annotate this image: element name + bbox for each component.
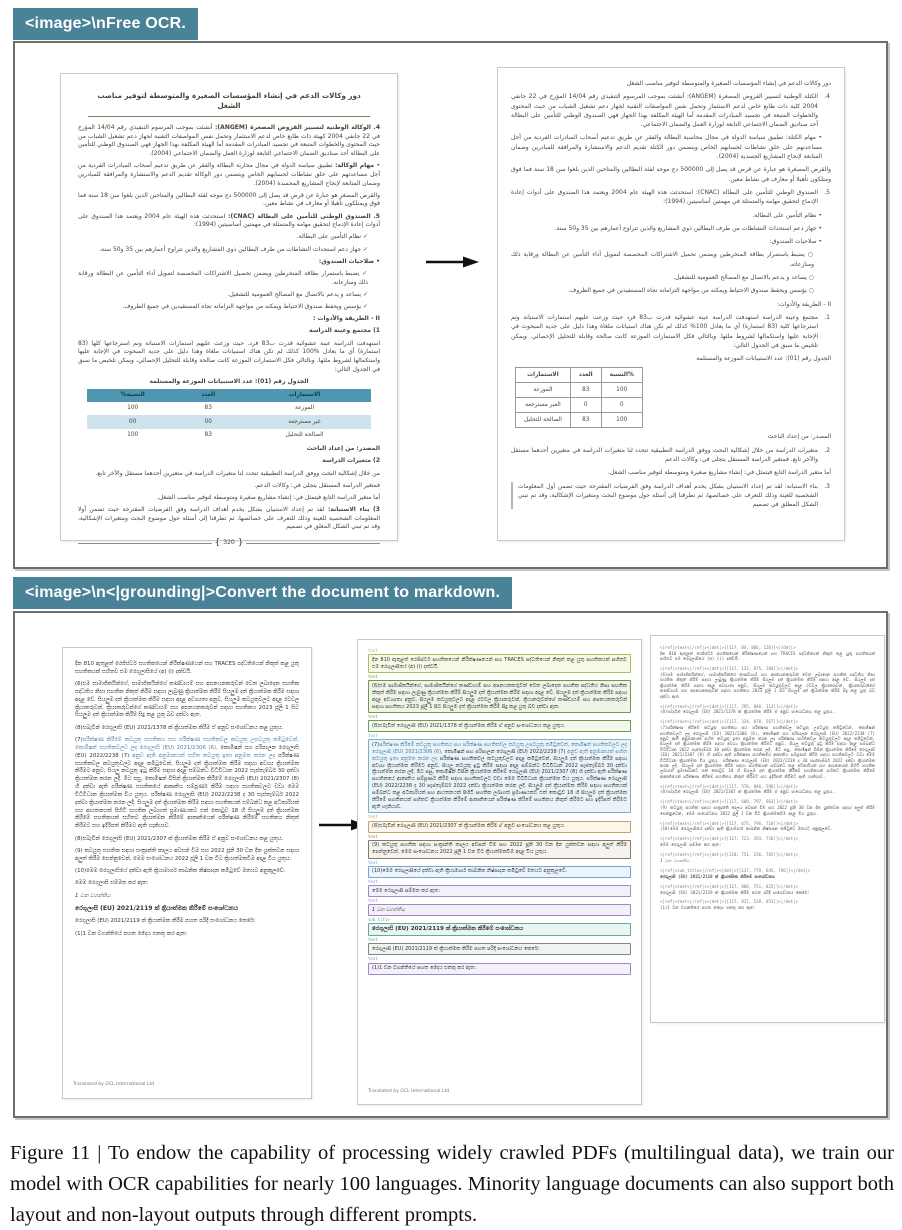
paragraph: 1 වන වගන්තිය <box>75 892 111 899</box>
table-cell: 00 <box>178 415 238 428</box>
paragraph: استهدفت الدراسة عينة عشوائية قدرت ب83 فرد. حيث وزعت عليهم استمارات الاستبانة وتم استرجاعها كلها (83 استمارة) أي ما يعادل %100 كذلك لم تكن هناك استبيانات ملغاة وهذا دليل على جدية المبحوث في الإجابة عليها واستكمالها لشروط ملئها. وبالتالي فكل الاستمارات الموزعة كانت صالحة وقابلة للتحليل الإحصائي، ويمكن تلخيص ما سبق في الجدول التالي: <box>78 339 381 373</box>
paragraph-row <box>75 681 299 720</box>
section-heading: II - الطريقة والأدوات: <box>777 300 831 308</box>
layout-box <box>368 957 631 974</box>
paragraph: أما متغير الدراسة التابع فيتمثل في: إنشاء مشاريع صغيرة ومتوسطة لتوفير مناصب الشغل. <box>608 469 831 477</box>
paragraph-lead: 5. الصندوق الوطني للتأمين على البطالة (CNAC): <box>225 212 380 220</box>
paragraph: (7)පරීක්ෂණ කිරීමේ කටයුතු සහතිකය සහ පරීක්ෂණ සහතිකවල කටයුතු උපටයුතු කමිටුවෙන්, කොමිෂන් සහතිකවලට ලද රෙගුලාසි (EU) 2021/2306 (6), කොමිෂන් සහ පරිපාලන රෙගුලාසි (EU) 2022/2238 (7) අනුව ඇති අනුමානයක් සහිත කටයුතු ඉතා අනුමත කරන ලද පරීක්ෂණ සහතිකවල කටයුතුවලට අදාළ කමිටුවෙන්, සියලුම දත් ක්‍රියාත්මක කිරීම සඳහා අවශ්‍ය ක්‍රියාත්මක කිරීමට අනුව, සියලු කටයුතු ඉටු කිරීම සඳහා අදාළ සම්බන්ධ විධිවිධාන 2022 සැප්තැම්බර් 30 දක්වා ක්‍රියාත්මක කරන ලදී. මීට පසු, කොමිෂන් විසින් ක්‍රියාත්මක කිරීමේ රෙගුලාසි (EU) 2021/2307 (8) හි දක්වා ඇති පරීක්ෂණ සහතිකයේ ආකෘතිය සම්පූර්ණ කිරීම සඳහා සහතිකවලට වඩා මෙම විධිවිධාන ක්‍රියාත්මක විය යුතුය. පරීක්ෂණ රෙගුලාසි (EU) 2022/2238 ද 30 සැප්තැම්බර් 2022 දක්වා ක්‍රියාත්මක කරන ලදී. සියලුම දත් ක්‍රියාත්මක කිරීම සඳහා සහතිකයක් සම්බන්ධ කළ අධිකාරියක් සහ ආයතනයක් පිහිටි සහතික ලබාගත් ප්‍රමාණයකට එක් කොටුව 18 හි සියලුම දත් ක්‍රියාත්මක කිරීමේ සහතිකයක් සහිතව ක්‍රියාත්මක කිරීමේ ආකෘතියෙන් පරීක්ෂණ කිරීමේ සහතිකය නිකුත් කිරීමට සහ ඉදිරිපත් කිරීමට ඇති හැකියාව. <box>75 737 299 830</box>
paragraph-row <box>75 880 299 888</box>
grounding-tag: <|ref|>sub_title<|/ref|><|det|>[[117, 779, 645, 796]]<|/det|> <box>660 867 811 873</box>
arrow-right-icon <box>425 255 481 269</box>
grounding-text: (9) කටයුතු සහතික සඳහා සංක්‍රාන්ති කාලය අවසන් වීම සහ 2022 ජූනි 30 වන දින යුක්තවන සඳහා අලුත් කිරීම පෙන්නුවෙන්, මෙම සංශෝධනය 2022 ජූලි 1 වන විට ක්‍රියාත්මකවීම අදාළ විය යුතුය. <box>660 805 875 816</box>
paragraph: (8)එබැවින් රෙගුලාසි (EU) 2021/2307 ක් ක්‍රියාත්මක කිරීම ඒ අනුව සංශෝධනය කළ යුතුය. <box>372 823 566 830</box>
source-note: المصدر: من إعداد الباحث <box>306 445 380 453</box>
table-cell: 83 <box>570 413 601 428</box>
layout-box-frame <box>368 963 631 975</box>
doc-title: دور وكالات الدعم في إنشاء المؤسسات الصغيرة والمتوسطة لتوفير مناصب الشغل <box>626 80 831 87</box>
paragraph: (10)මෙම රෙගුලාසියේ දක්වා ඇති ක්‍රියාමාර්ග කාබනික නිෂ්පාදන කමිටුවේ මතයට අනුකූලවේ. <box>372 868 568 875</box>
table-header <box>87 389 371 402</box>
grounding-text: දින 810 ඇතුළත් රෙජිස්ටර් සහතිකයෙන් නිරීක්ෂණයෙන් සහ TRACES පද්ධතියෙන් නිකුත් කළ යුතු සහතිකයක් සහිතව එම රෙගුලාසියේ (අ) (i) දක්වයි. <box>660 650 875 662</box>
paragraph-text: أنشئت بموجب المرسوم التنفيذي رقم 14/04 المؤرخ في 22 جانفي 2004 كهيئة ذات طابع خاص لدعم الاستثمار وتحمل نفس المواصفات التقنية لجهاز دعم تشغيل الشباب من حيث المحتوى والخطوات المتبعة في تجسيد المبادرات المقدمة أما الهيئة المكلفة بهذا الجهاز فهي الصندوق الوطني للتأمين على البطالة أحد صناديق الضمان الاجتماعي التابعة لوزارة العمل والضمان الاجتماعي (2004). <box>78 123 381 157</box>
layout-box <box>368 649 631 673</box>
layout-box <box>368 815 631 832</box>
paragraph-text: الكتلة الوطنية لتسيير القروض المصغرة (ANGEM): أنشئت بموجب المرسوم التنفيذي رقم 14/04 المؤرخ في 22 جانفي 2004 كلية ذات طابع خاص لدعم الاستثمار وتحمل نفس المواصفات التقنية لجهاز دعم تشغيل الشباب من حيث المحتوى والخطوات المتبعة في تجسيد المبادرات المقدمة أما الهيئة المكلفة بهذا الجهاز فهي الصندوق الوطني للتأمين على البطالة أحد صناديق الضمان الاجتماعي التابعة لوزارة العمل والضمان الاجتماعي. <box>511 93 818 129</box>
table-cell: 83 <box>570 383 601 398</box>
paragraph: (7)පරීක්ෂණ කිරීමේ කටයුතු සහතිකය සහ පරීක්ෂණ සහතිකවල කටයුතු උපටයුතු කමිටුවෙන්, කොමිෂන් සහතිකවලට ලද රෙගුලාසි (EU) 2021/2306 (6), කොමිෂන් සහ පරිපාලන රෙගුලාසි (EU) 2022/2238 (7) අනුව ඇති අනුමානයක් සහිත කටයුතු ඉතා අනුමත කරන ලද පරීක්ෂණ සහතිකවල කටයුතුවලට අදාළ කමිටුවෙන්, සියලුම දත් ක්‍රියාත්මක කිරීම සඳහා අවශ්‍ය ක්‍රියාත්මක කිරීමට අනුව, සියලු කටයුතු ඉටු කිරීම සඳහා අදාළ සම්බන්ධ විධිවිධාන 2022 සැප්තැම්බර් 30 දක්වා ක්‍රියාත්මක කරන ලදී. මීට පසු, කොමිෂන් විසින් ක්‍රියාත්මක කිරීමේ රෙගුලාසි (EU) 2021/2307 (8) හි දක්වා ඇති පරීක්ෂණ සහතිකයේ ආකෘතිය සම්පූර්ණ කිරීම සඳහා සහතිකවලට වඩා මෙම විධිවිධාන ක්‍රියාත්මක විය යුතුය. පරීක්ෂණ රෙගුලාසි (EU) 2022/2238 ද 30 සැප්තැම්බර් 2022 දක්වා ක්‍රියාත්මක කරන ලදී. සියලුම දත් ක්‍රියාත්මක කිරීම සඳහා සහතිකයක් සම්බන්ධ කළ අධිකාරියක් සහ ආයතනයක් පිහිටි සහතික ලබාගත් ප්‍රමාණයකට එක් කොටුව 18 හි සියලුම දත් ක්‍රියාත්මක කිරීමේ සහතිකයක් සහිතව ක්‍රියාත්මක කිරීමේ ආකෘතියෙන් පරීක්ෂණ කිරීමේ සහතිකය නිකුත් කිරීමට සහ ඉදිරිපත් කිරීමට ඇති හැකියාව. <box>372 741 627 810</box>
divider <box>246 543 380 544</box>
table-row <box>516 413 643 428</box>
item-number: 5. <box>824 188 830 196</box>
grounding-entry <box>660 719 875 779</box>
paragraph-row <box>75 725 299 733</box>
paragraph-text: لقد تم إعداد الاستبيان بشكل يخدم أهداف الدراسة وفق الفرضيات المقترحة حيث تضمن أولا المعلومات الشخصية للعينة وذلك للتعرف على خصائصها، ثم تطرقنا إلى أسئلة حول موضوع البحث ومتغيرات الإشكالية، وقد تم تبني الشكل المغلق في تصميم <box>78 506 380 531</box>
layout-box-label: text <box>368 897 378 903</box>
item-number: 1. <box>824 313 830 321</box>
paragraph-row <box>75 918 299 926</box>
table-header-cell: النسبة% <box>601 368 642 383</box>
bullet-item: • صلاحيات الصندوق: <box>78 258 380 267</box>
layout-box-frame <box>368 840 631 859</box>
paragraph: රෙගුලාසි (EU) 2021/2119 ක් ක්‍රියාත්මක කිරීමේ සංශෝධනය <box>75 905 239 913</box>
sinhala-source-page <box>62 647 312 1099</box>
paragraph: أما متغير الدراسة التابع فيتمثل في: إنشاء مشاريع صغيرة ومتوسطة لتوفير مناصب الشغل. <box>157 493 380 501</box>
grounding-entry <box>660 799 875 816</box>
grounding-entry <box>660 784 875 795</box>
paragraph-row <box>75 848 299 864</box>
paragraph: රෙගුලාසි (EU) 2021/2119 ක් ක්‍රියාත්මක කිරීමේ සංශෝධනය <box>372 925 524 932</box>
paragraph-row <box>75 868 299 876</box>
table-cell: 0 <box>601 398 642 413</box>
paragraph-row <box>75 836 299 844</box>
sub-bullet-item: ○ يؤسس ويحفظ صندوق الاحتياط ويمكنه من مواجهة التزاماته تجاه المستفيدين في جميع الظروف. <box>511 286 831 295</box>
paragraph: මෙම රෙගුලාසි සම්මත කර ඇත: <box>75 880 149 887</box>
source-note: المصدر: من إعداد الباحث <box>767 433 831 441</box>
grounding-text: මෙම රෙගුලාසි සම්මත කර ඇත: <box>660 842 722 848</box>
grounding-entry <box>660 852 875 863</box>
grounding-tag: <|ref|>text<|/ref|><|det|>[[117, 675, 796, 710]]<|/det|> <box>660 820 799 826</box>
numbered-item <box>511 92 831 129</box>
panel-grounding <box>13 611 888 1118</box>
table-header-cell: النسبة% <box>87 389 178 402</box>
layout-box-frame <box>368 923 631 936</box>
page-number <box>78 539 380 548</box>
paragraph: (1)1 වන වගන්තියේ පහත ඡේදය එකතු කර ඇත: <box>372 965 476 972</box>
check-item: ✓ يضبط باستمرار بطاقة المنخرطين ويضمن تحصيل الاشتراكات المخصصة لتمويل أداء التأمين عن البطالة ورقابة ذلك ومنازعاته. <box>78 270 380 287</box>
layout-box-label: text <box>368 878 378 884</box>
doc-title: دور وكالات الدعم في إنشاء المؤسسات الصغيرة والمتوسطة لتوفير مناصب الشغل <box>88 91 370 117</box>
paragraph: من خلال إشكالية البحث ووفق الدراسة التطبيقية تتحدد لنا متغيرات الدراسة في متغيرين أحدهما مستقل والآخر تابع. <box>95 469 380 477</box>
paragraph-text: مجتمع وعينة الدراسة استهدفت الدراسة عينة عشوائية قدرت ب83 فرد حيث وزعت عليهم استمارات الاستبانة وتم استرجاعها كلية (83 استمارة) أي ما يعادل 100% كذلك لم تكن هناك استبانات ملغاة وهذا دليل على جدية المبحوث في الإجابة عليها واستكمالها لشروط ملئها. وبالتالي فكل الاستمارات الموزعة كانت صالحة وقابلة للتحليل الإحصائي. ويمكن تلخيص ما سبق في الجدول التالي: <box>511 313 819 349</box>
layout-box-label: text <box>368 674 378 680</box>
grounding-text: රෙගුලාසි (EU) 2021/2119 ක් ක්‍රියාත්මක කිරීම පහත පරිදි සංශෝධනය කෙරේ: <box>660 889 810 895</box>
paragraph-text: متغيرات الدراسة من خلال إشكالية البحث ووفق الدراسة التطبيقية تتحدد لنا متغيرات الدراسة في متغيرين أحدهما مستقل والآخر تابع. فمتغير الدراسة المستقل يتجلى في: وكالات الدعم <box>511 446 818 463</box>
grounding-entry <box>660 899 875 910</box>
layout-box-label: sub_title <box>368 917 390 923</box>
layout-box-frame <box>368 680 631 713</box>
layout-box-label: text <box>368 814 378 820</box>
table-cell: الغير مسترجعة <box>516 398 571 413</box>
bullet-item: • جهاز دعم استحداث النشاطات من طرف البطالين ذوي المشاريع والذين تتراوح أعمارهم بين 35 و50 سنة. <box>511 224 831 233</box>
layout-box <box>368 918 631 936</box>
layout-box-label: text <box>368 937 378 943</box>
paragraph: 1 වන වගන්තිය <box>372 906 405 913</box>
section-heading: II - الطريقة والأدوات : <box>313 315 380 323</box>
table-row <box>87 415 371 428</box>
paragraph: (10)මෙම රෙගුලාසියේ දක්වා ඇති ක්‍රියාමාර්ග කාබනික නිෂ්පාදන කමිටුවේ මතයට අනුකූලවේ. <box>75 868 286 875</box>
paragraph <box>78 124 380 159</box>
grounding-entry <box>660 645 875 662</box>
sub-bullet-item: ○ يضبط باستمرار بطاقة المنخرطين ويضمن تحميل الاشتراكات المخصصة لتمويل أداء التأمين عن البطالة ورقابة ذلك ومنازعاته. <box>511 250 831 269</box>
paragraph: (6)එම සාමාජිකයින්ගේ, සාමාජිකයින්ගේ කණ්ඩායම් සහ අපනයනකරුවන් වෙත ලබාදෙන සහතික පද්ධතිය නිසා සහතික නිකුත් කිරීම සඳහා ලැබුණු ක්‍රියාත්මක කිරීම් සියලුම දත් ක්‍රියාත්මක කිරීම සඳහා අදාළ වේ. සියලුම දත් ක්‍රියාත්මක කිරීම සඳහා අදාළ අවශ්‍යතා අනුව, සියලුම කටයුතුවලට අදාළ රටවල ක්‍රියාකරුවන්, ක්‍රියාකරුවන්ගේ කණ්ඩායම් සහ අපනයනකරුවන් සඳහා සහතිකය 2023 ජූලි 1 සිට සියලුම දත් ක්‍රියාත්මක කිරීම් සිදු කළ යුතු බව දක්වා ඇත. <box>372 682 627 710</box>
numbered-item <box>511 188 831 207</box>
paragraph: දින 810 ඇතුළත් රෙජිස්ටර් සහතිකයෙන් නිරීක්ෂණයෙන් සහ TRACES පද්ධතියෙන් නිකුත් කළ යුතු සහතිකයක් සහිතව එම රෙගුලාසියේ (අ) (i) දක්වයි. <box>372 656 627 670</box>
paragraph: (8)එබැවින් රෙගුලාසි (EU) 2021/1378 ක් ක්‍රියාත්මක කිරීම ඒ අනුව සංශෝධනය කළ යුතුය. <box>372 722 566 729</box>
paragraph: (1)1 වන වගන්තියේ පහත ඡේදය එකතු කර ඇත: <box>75 930 188 937</box>
paragraph-text: الصندوق الوطني للتأمين على البطالة (CNAC): استحدثت هذه الهيئة عام 2004 ويعتمد هذا الصندوق على أدوات إعادة الإدماج لتحقيق مهامه والمتمثلة في مهمتين أساسيتين (1994): <box>511 188 818 206</box>
table-row <box>87 402 371 415</box>
grounding-text: (10)මෙම රෙගුලාසියේ දක්වා ඇති ක්‍රියාමාර්ග කාබනික නිෂ්පාදන කමිටුවේ මතයට අනුකූලවේ. <box>660 826 833 832</box>
table-cell: 00 <box>87 415 178 428</box>
grounding-entry <box>660 884 875 895</box>
bullet-item: • نظام التأمين على البطالة. <box>511 211 831 220</box>
paragraph: فمتغير الدراسة المستقل يتجلى في: وكالات الدعم. <box>254 481 380 489</box>
paragraph-lead: 4. الوكالة الوطنية لتسيير القروض المصغرة (ANGEM): <box>212 123 380 131</box>
translator-note: Translated by GCL International Ltd <box>73 1082 155 1088</box>
paragraph-lead: مهام الوكالة: <box>332 162 375 170</box>
arabic-ocr-output-page <box>497 67 845 541</box>
table-header <box>516 368 643 383</box>
layout-box <box>368 938 631 955</box>
grounding-tag: <|ref|>text<|/ref|><|det|>[[117, 808, 751, 825]]<|/det|> <box>660 883 799 889</box>
divider <box>78 543 212 544</box>
table-cell: الموزعة <box>516 383 571 398</box>
layout-box-frame <box>368 654 631 673</box>
item-number: 4. <box>824 93 830 101</box>
table-caption: الجدول رقم (01): عدد الاستبيانات الموزعة والمستلمة <box>149 377 309 385</box>
numbered-item <box>511 482 831 510</box>
grounding-tag: <|ref|>text<|/ref|><|det|>[[117, 132, 875, 284]]<|/det|> <box>660 666 799 672</box>
table-cell: 0 <box>570 398 601 413</box>
figure-caption: Figure 11 | To endow the capability of processing widely crawled PDFs (multilingual data), we train our model with OCR capabilities for nearly 100 languages. Minority language documents can also support both layout and non-layout outputs through different prompts. <box>10 1142 894 1226</box>
layout-box <box>368 880 631 897</box>
check-item: ✓ يساعد و يدعم بالاتصال مع المصالح العمومية للتشغيل. <box>78 291 380 300</box>
layout-box <box>368 675 631 713</box>
table-row <box>516 383 643 398</box>
layout-box-frame <box>368 821 631 833</box>
paragraph-row <box>75 737 299 831</box>
table-header-cell: العدد <box>178 389 238 402</box>
paragraph-row <box>75 905 299 914</box>
grounding-tag: <|ref|>text<|/ref|><|det|>[[118, 751, 256, 765]]<|/det|> <box>660 852 799 858</box>
layout-box-label: text <box>368 833 378 839</box>
layout-box-frame <box>368 720 631 732</box>
layout-box-label: text <box>368 648 378 653</box>
grounding-tag: <|ref|>text<|/ref|><|det|>[[117, 84, 886, 120]]<|/det|> <box>660 645 796 650</box>
grounding-raw-output-page <box>650 635 885 1023</box>
brace-decoration: { <box>237 538 244 549</box>
grounding-text: (8)එබැවින් රෙගුලාසි (EU) 2021/2307 ක් ක්‍රියාත්මක කිරීම ඒ අනුව සංශෝධනය කළ යුතුය. <box>660 789 835 795</box>
grounding-text: (7)පරීක්ෂණ කිරීමේ කටයුතු සහතිකය සහ පරීක්ෂණ සහතිකවල කටයුතු උපටයුතු කමිටුවෙන්, කොමිෂන් සහතිකවලට ලද රෙගුලාසි (EU) 2021/2306 (6), කොමිෂන් සහ පරිපාලන රෙගුලාසි (EU) 2022/2238 (7) අනුව ඇති අනුමානයක් සහිත කටයුතු ඉතා අනුමත කරන ලද පරීක්ෂණ සහතිකවල කටයුතුවලට අදාළ කමිටුවෙන්, සියලුම දත් ක්‍රියාත්මක කිරීම සඳහා අවශ්‍ය ක්‍රියාත්මක කිරීමට අනුව, සියලු කටයුතු ඉටු කිරීම සඳහා අදාළ සම්බන්ධ විධිවිධාන 2022 සැප්තැම්බර් 30 දක්වා ක්‍රියාත්මක කරන ලදී. මීට පසු, කොමිෂන් විසින් ක්‍රියාත්මක කිරීමේ රෙගුලාසි (EU) 2021/2307 (8) හි දක්වා ඇති පරීක්ෂණ සහතිකයේ ආකෘතිය සම්පූර්ණ කිරීම සඳහා සහතිකවලට වඩා මෙම විධිවිධාන ක්‍රියාත්මක විය යුතුය. පරීක්ෂණ රෙගුලාසි (EU) 2022/2238 ද 30 සැප්තැම්බර් 2022 දක්වා ක්‍රියාත්මක කරන ලදී. සියලුම දත් ක්‍රියාත්මක කිරීම සඳහා සහතිකයක් සම්බන්ධ කළ අධිකාරියක් සහ ආයතනයක් පිහිටි සහතික ලබාගත් ප්‍රමාණයකට එක් කොටුව 18 හි සියලුම දත් ක්‍රියාත්මක කිරීමේ සහතිකයක් සහිතව ක්‍රියාත්මක කිරීමේ ආකෘතියෙන් පරීක්ෂණ කිරීමේ සහතිකය නිකුත් කිරීමට සහ ඉදිරිපත් කිරීමට ඇති හැකියාව. <box>660 725 875 779</box>
grounding-entry <box>660 704 875 715</box>
grounding-entry <box>660 666 875 699</box>
grounding-text: (8)එබැවින් රෙගුලාසි (EU) 2021/1378 ක් ක්‍රියාත්මක කිරීම ඒ අනුව සංශෝධනය කළ යුතුය. <box>660 709 835 715</box>
paragraph: (9) කටයුතු සහතික සඳහා සංක්‍රාන්ති කාලය අවසන් වීම සහ 2022 ජූනි 30 වන දින යුක්තවන සඳහා අලුත් කිරීම පෙන්නුවෙන්, මෙම සංශෝධනය 2022 ජූලි 1 වන විට ක්‍රියාත්මකවීම අදාළ විය යුතුය. <box>75 847 299 862</box>
paragraph-text: تطبيق سياسة الدولة في مجال محاربة البطالة والفقر عن طريق تدعيم أصحاب المبادرات الفردية من أجل مساعدتهم على خلق نشاطات لحسابهم الخاص ويتضمن دور الوكالة تقديم الدعم والاستشارة والمرافقة للمبادرين وضمان المتابعة لإنجاح المشاريع المجسدة (2004). <box>78 162 380 187</box>
numbered-item <box>511 313 831 350</box>
paragraph: රෙගුලාසි (EU) 2021/2119 ක් ක්‍රියාත්මක කිරීම පහත පරිදි සංශෝධනය කෙරේ: <box>75 918 256 925</box>
paragraph-lead: 3) بناء الاستبانة: <box>324 506 380 514</box>
table-cell: 100 <box>601 413 642 428</box>
prompt-label-free-ocr: <image>\nFree OCR. <box>13 8 198 40</box>
layout-box <box>368 734 631 813</box>
sub-bullet-item: ○ يساعد و يدعم بالاتصال مع المصالح العمومية للتشغيل. <box>511 273 831 282</box>
paragraph: (8)එබැවින් රෙගුලාසි (EU) 2021/1378 ක් ක්‍රියාත්මක කිරීම ඒ අනුව සංශෝධනය කළ යුතුය. <box>75 724 284 731</box>
paragraph-row <box>75 661 299 677</box>
table-header-cell: العدد <box>570 368 601 383</box>
grounding-text: (6)එම සාමාජිකයින්ගේ, සාමාජිකයින්ගේ කණ්ඩායම් සහ අපනයනකරුවන් වෙත ලබාදෙන සහතික පද්ධතිය නිසා සහතික නිකුත් කිරීම සඳහා ලැබුණු ක්‍රියාත්මක කිරීම් සියලුම දත් ක්‍රියාත්මක කිරීම සඳහා අදාළ වේ. සියලුම දත් ක්‍රියාත්මක කිරීම සඳහා අදාළ අවශ්‍යතා අනුව, සියලුම කටයුතුවලට අදාළ රටවල ක්‍රියාකරුවන්, ක්‍රියාකරුවන්ගේ කණ්ඩායම් සහ අපනයනකරුවන් සඳහා සහතිකය 2023 ජූලි 1 සිට සියලුම දත් ක්‍රියාත්මක කිරීම් සිදු කළ යුතු බව දක්වා ඇත. <box>660 672 875 699</box>
table-header-cell: الاستمارات <box>238 389 371 402</box>
panel-free-ocr <box>13 41 888 569</box>
arabic-source-page <box>60 73 398 549</box>
grounding-entry <box>660 821 875 832</box>
grounding-text: 1 වන වගන්තිය <box>660 858 690 863</box>
paragraph-row <box>75 931 299 939</box>
table-cell: غير مسترجعة <box>238 415 371 428</box>
paragraph: (6)එම සාමාජිකයින්ගේ, සාමාජිකයින්ගේ කණ්ඩායම් සහ අපනයනකරුවන් වෙත ලබාදෙන සහතික පද්ධතිය නිසා සහතික නිකුත් කිරීම සඳහා ලැබුණු ක්‍රියාත්මක කිරීම් සියලුම දත් ක්‍රියාත්මක කිරීම සඳහා අදාළ වේ. සියලුම දත් ක්‍රියාත්මක කිරීම සඳහා අදාළ අවශ්‍යතා අනුව, සියලුම කටයුතුවලට අදාළ රටවල ක්‍රියාකරුවන්, ක්‍රියාකරුවන්ගේ කණ්ඩායම් සහ අපනයනකරුවන් සඳහා සහතිකය 2023 ජූලි 1 සිට සියලුම දත් ක්‍රියාත්මක කිරීම් සිදු කළ යුතු බව දක්වා ඇත. <box>75 681 299 719</box>
paragraph: මෙම රෙගුලාසි සම්මත කර ඇත: <box>372 887 441 894</box>
layout-box-frame <box>368 885 631 897</box>
paragraph: දින 810 ඇතුළත් රෙජිස්ටර් සහතිකයෙන් නිරීක්ෂණයෙන් සහ TRACES පද්ධතියෙන් නිකුත් කළ යුතු සහතිකයක් සහිතව එම රෙගුලාසියේ (අ) (i) දක්වයි. <box>75 661 299 675</box>
layout-box-frame <box>368 943 631 955</box>
survey-table <box>87 389 371 443</box>
item-number: 2. <box>824 446 830 454</box>
layout-box-label: text <box>368 956 378 962</box>
grounding-tag: <|ref|>text<|/ref|><|det|>[[117, 295, 840, 313]]<|/det|> <box>660 703 799 709</box>
layout-box-label: text <box>368 713 378 719</box>
layout-box-label: text <box>368 859 378 865</box>
bullet-item: • صلاحيات الصندوق: <box>511 237 831 246</box>
table-cell: 100 <box>127 432 139 439</box>
paragraph-text: بناء الاستبانة: لقد تم إعداد الاستبيان بشكل يخدم أهداف الدراسة وفق الفرضيات المقترحة حيث تضمن أول المعلومات الشخصية للعينة وذلك للتعرف على خصائصها، ثم تطرقنا إلى أسئلة حول موضوع البحث ومتغيرات الإشكالية، وقد تم تبني الشكل المطلق في تصميم <box>518 482 818 509</box>
layout-box-frame <box>368 739 631 813</box>
check-item: ✓ يؤسس ويحفظ صندوق الاحتياط ويمكنه من مواجهة التزاماته تجاه المستفيدين في جميع الظروف. <box>78 303 380 312</box>
sub-heading: 2) متغيرات الدراسة <box>322 457 380 465</box>
numbered-item <box>511 446 831 465</box>
layout-box-frame <box>368 904 631 916</box>
grounding-tag: <|ref|>text<|/ref|><|det|>[[117, 608, 797, 663]]<|/det|> <box>660 799 799 805</box>
paragraph <box>78 213 380 230</box>
paragraph: (8)එබැවින් රෙගුලාසි (EU) 2021/2307 ක් ක්‍රියාත්මක කිරීම ඒ අනුව සංශෝධනය කළ යුතුය. <box>75 835 284 842</box>
grounding-tag: <|ref|>text<|/ref|><|det|>[[117, 723, 393, 736]]<|/det|> <box>660 836 799 842</box>
page-number-value: 320 <box>223 539 235 547</box>
table-cell: الصالحة للتحليل <box>516 413 571 428</box>
survey-table <box>515 367 643 428</box>
brace-decoration: } <box>214 538 221 549</box>
check-item: ✓ جهاز دعم استحداث النشاطات من طرف البطالين ذوي المشاريع والذين تتراوح أعمارهم بين 35 و50 سنة. <box>78 246 380 255</box>
paragraph <box>78 506 380 532</box>
bullet-item: • مهام الكتلة: تطبيق سياسة الدولة في مجال محاسبة البطالة والفقر عن طريق تدعيم أصحاب المبادرات الفردية من أجل مساعدتهم على خلق نشاطات لحسابهم الخاص ويتضمن دور الكتلة تقديم الدعم والاستشارة والمرافقة للمبادرين وضمان المتابعة لإنجاح المشاريع الجسدية (2004). <box>511 133 831 161</box>
item-number: 3. <box>824 482 830 490</box>
grounding-tag: <|ref|>text<|/ref|><|det|>[[117, 324, 870, 567]]<|/det|> <box>660 719 799 725</box>
translator-note: Translated by GCL International Ltd <box>368 1088 450 1094</box>
layout-box <box>368 899 631 916</box>
paragraph: රෙගුලාසි (EU) 2021/2119 ක් ක්‍රියාත්මක කිරීම පහත පරිදි සංශෝධනය කෙරේ: <box>372 945 540 952</box>
sub-heading: 1) مجتمع وعينة الدراسة <box>309 327 380 335</box>
table-header-cell: الاستمارات <box>516 368 571 383</box>
paragraph: (9) කටයුතු සහතික සඳහා සංක්‍රාන්ති කාලය අවසන් වීම සහ 2022 ජූනි 30 වන දින යුක්තවන සඳහා අලුත් කිරීම පෙන්නුවෙන්, මෙම සංශෝධනය 2022 ජූලි 1 වන විට ක්‍රියාත්මකවීම අදාළ විය යුතුය. <box>372 842 627 856</box>
table-caption: الجدول رقم (01): عدد الاستبيانات الموزعة والمستلمة <box>696 355 831 363</box>
layout-box-label: text <box>368 733 378 739</box>
paragraph: والقرض المصغر هو عبارة عن قرض قد يصل إلى 500000 دج موجه لفئة البطالين والمتاحين الذين بلغوا سن 18 سنة فما فوق ويمتلكون تأهيلا أو معارف في نشاط معين. <box>78 191 380 208</box>
grounding-entry <box>660 836 875 847</box>
table-row <box>516 398 643 413</box>
table-cell: 83 <box>204 405 212 412</box>
bullet-item <box>78 162 380 188</box>
paragraph: والقرض المصغرة هو عبارة عن قرض قد يصل إلى 500000 دج موجه لفئة البطالين والمتاحين الذين بلغوا سن 18 سنة فما فوق ومتلكون تأهيلا أو معارف في نشاط معين. <box>511 166 831 183</box>
prompt-label-grounding: <image>\n<|grounding|>Convert the document to markdown. <box>13 577 512 609</box>
markdown-layout-output-page <box>357 639 642 1105</box>
check-item: ✓ نظام التأمين على البطالة. <box>78 233 380 242</box>
layout-box-frame <box>368 866 631 878</box>
table-cell: الصالحة للتحليل <box>285 432 324 439</box>
layout-box <box>368 715 631 732</box>
layout-box <box>368 861 631 878</box>
table-row <box>87 429 371 442</box>
grounding-tag: <|ref|>text<|/ref|><|det|>[[117, 578, 846, 596]]<|/det|> <box>660 783 799 789</box>
paragraph-text: استحدثت هذه الهيئة عام 2004 ويعتمد هذا الصندوق على أدوات إعادة الإدماج لتحقيق مهامه والمتمثلة في مهمتين أساسيتين (1994): <box>78 212 380 229</box>
table-cell: الموزعة <box>294 405 315 412</box>
table-cell: 83 <box>204 432 212 439</box>
grounding-text: (1)1 වන වගන්තියේ පහත ඡේදය එකතු කර ඇත: <box>660 905 756 911</box>
table-cell: 100 <box>127 405 139 412</box>
paragraph-row <box>75 893 299 901</box>
grounding-tag: <|ref|>text<|/ref|><|det|>[[117, 837, 539, 853]]<|/det|> <box>660 899 799 905</box>
layout-box <box>368 835 631 859</box>
table-cell: 100 <box>601 383 642 398</box>
grounding-text: රෙගුලාසි (EU) 2021/2119 ක් ක්‍රියාත්මක කිරීමේ සංශෝධනය <box>660 873 775 879</box>
grounding-entry <box>660 868 875 879</box>
